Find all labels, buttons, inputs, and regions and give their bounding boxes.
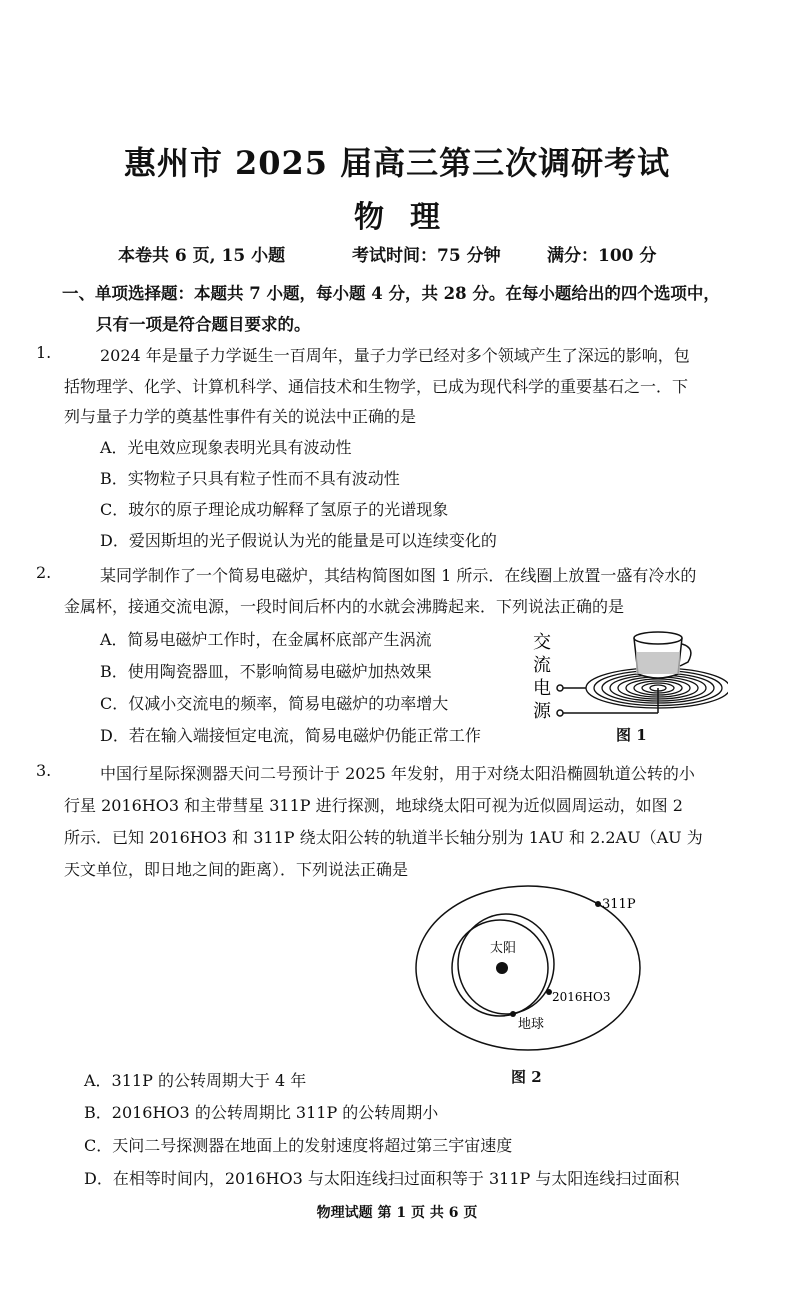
asteroid-label: 2016HO3 xyxy=(552,990,611,1004)
option-d: D．在相等时间内，2016HO3 与太阳连线扫过面积等于 311P 与太阳连线扫过面积 xyxy=(84,1169,680,1188)
source-label-char: 交 xyxy=(533,632,551,653)
question-number: 2. xyxy=(36,563,52,582)
source-label-char: 源 xyxy=(533,701,551,722)
comet-marker xyxy=(595,901,601,907)
section-heading-line1: 一、单项选择题：本题共 7 小题，每小题 4 分，共 28 分。在每小题给出的四个选项中， xyxy=(62,284,720,303)
question-text-line: 中国行星际探测器天问二号预计于 2025 年发射，用于对绕太阳沿椭圆轨道公转的小 xyxy=(100,764,695,783)
option-c: C．玻尔的原子理论成功解释了氢原子的光谱现象 xyxy=(100,500,449,519)
page-footer: 物理试题 第 1 页 共 6 页 xyxy=(316,1205,478,1221)
section-heading-line2: 只有一项是符合题目要求的。 xyxy=(96,315,311,334)
option-a: A．311P 的公转周期大于 4 年 xyxy=(84,1071,307,1090)
question-text-line: 2024 年是量子力学诞生一百周年，量子力学已经对多个领域产生了深远的影响，包 xyxy=(100,346,690,365)
sun-marker xyxy=(496,962,508,974)
terminal xyxy=(557,710,563,716)
question-text-line: 行星 2016HO3 和主带彗星 311P 进行探测，地球绕太阳可视为近似圆周运动，如图 2 xyxy=(64,796,683,815)
figure-1-induction-cooker xyxy=(528,626,728,750)
source-label-char: 电 xyxy=(533,678,551,699)
figure-1-caption: 图 1 xyxy=(616,726,647,744)
exam-title: 惠州市 2025 届高三第三次调研考试 xyxy=(123,144,671,182)
question-text-line: 列与量子力学的奠基性事件有关的说法中正确的是 xyxy=(64,407,417,426)
option-b: B．2016HO3 的公转周期比 311P 的公转周期小 xyxy=(84,1103,439,1122)
question-text-line: 天文单位，即日地之间的距离）．下列说法正确是 xyxy=(64,860,409,879)
subject-title: 物理 xyxy=(354,200,466,235)
earth-label: 地球 xyxy=(518,1017,545,1032)
figure-2-caption: 图 2 xyxy=(511,1068,542,1086)
option-b: B．实物粒子只具有粒子性而不具有波动性 xyxy=(100,469,400,488)
pages-info: 本卷共 6 页, 15 小题 xyxy=(118,246,286,266)
sun-label: 太阳 xyxy=(490,941,517,956)
question-text-line: 金属杯，接通交流电源，一段时间后杯内的水就会沸腾起来．下列说法正确的是 xyxy=(64,597,625,616)
option-d: D．爱因斯坦的光子假说认为光的能量是可以连续变化的 xyxy=(100,531,497,550)
comet-label: 311P xyxy=(602,897,636,912)
question-number: 1. xyxy=(36,343,52,362)
terminal xyxy=(557,685,563,691)
source-label-char: 流 xyxy=(533,655,551,676)
score-info: 满分：100 分 xyxy=(547,246,657,266)
question-text-line: 某同学制作了一个简易电磁炉，其结构简图如图 1 所示．在线圈上放置一盛有冷水的 xyxy=(100,566,697,585)
question-number: 3. xyxy=(36,761,52,780)
option-c: C．仅减小交流电的频率，简易电磁炉的功率增大 xyxy=(100,694,449,713)
orbit-diagram xyxy=(410,880,660,1060)
earth-marker xyxy=(510,1011,516,1017)
option-b: B．使用陶瓷器皿，不影响简易电磁炉加热效果 xyxy=(100,662,432,681)
option-a: A．光电效应现象表明光具有波动性 xyxy=(100,438,352,457)
question-text-line: 所示．已知 2016HO3 和 311P 绕太阳公转的轨道半长轴分别为 1AU 和 2.2AU（AU 为 xyxy=(64,828,703,847)
figure-2-orbits xyxy=(410,880,660,1086)
time-info: 考试时间：75 分钟 xyxy=(352,246,501,266)
metal-cup xyxy=(634,632,691,678)
option-d: D．若在输入端接恒定电流，简易电磁炉仍能正常工作 xyxy=(100,726,481,745)
option-c: C．天问二号探测器在地面上的发射速度将超过第三宇宙速度 xyxy=(84,1136,513,1155)
question-text-line: 括物理学、化学、计算机科学、通信技术和生物学，已成为现代科学的重要基石之一．下 xyxy=(64,377,689,396)
option-a: A．简易电磁炉工作时，在金属杯底部产生涡流 xyxy=(100,630,432,649)
